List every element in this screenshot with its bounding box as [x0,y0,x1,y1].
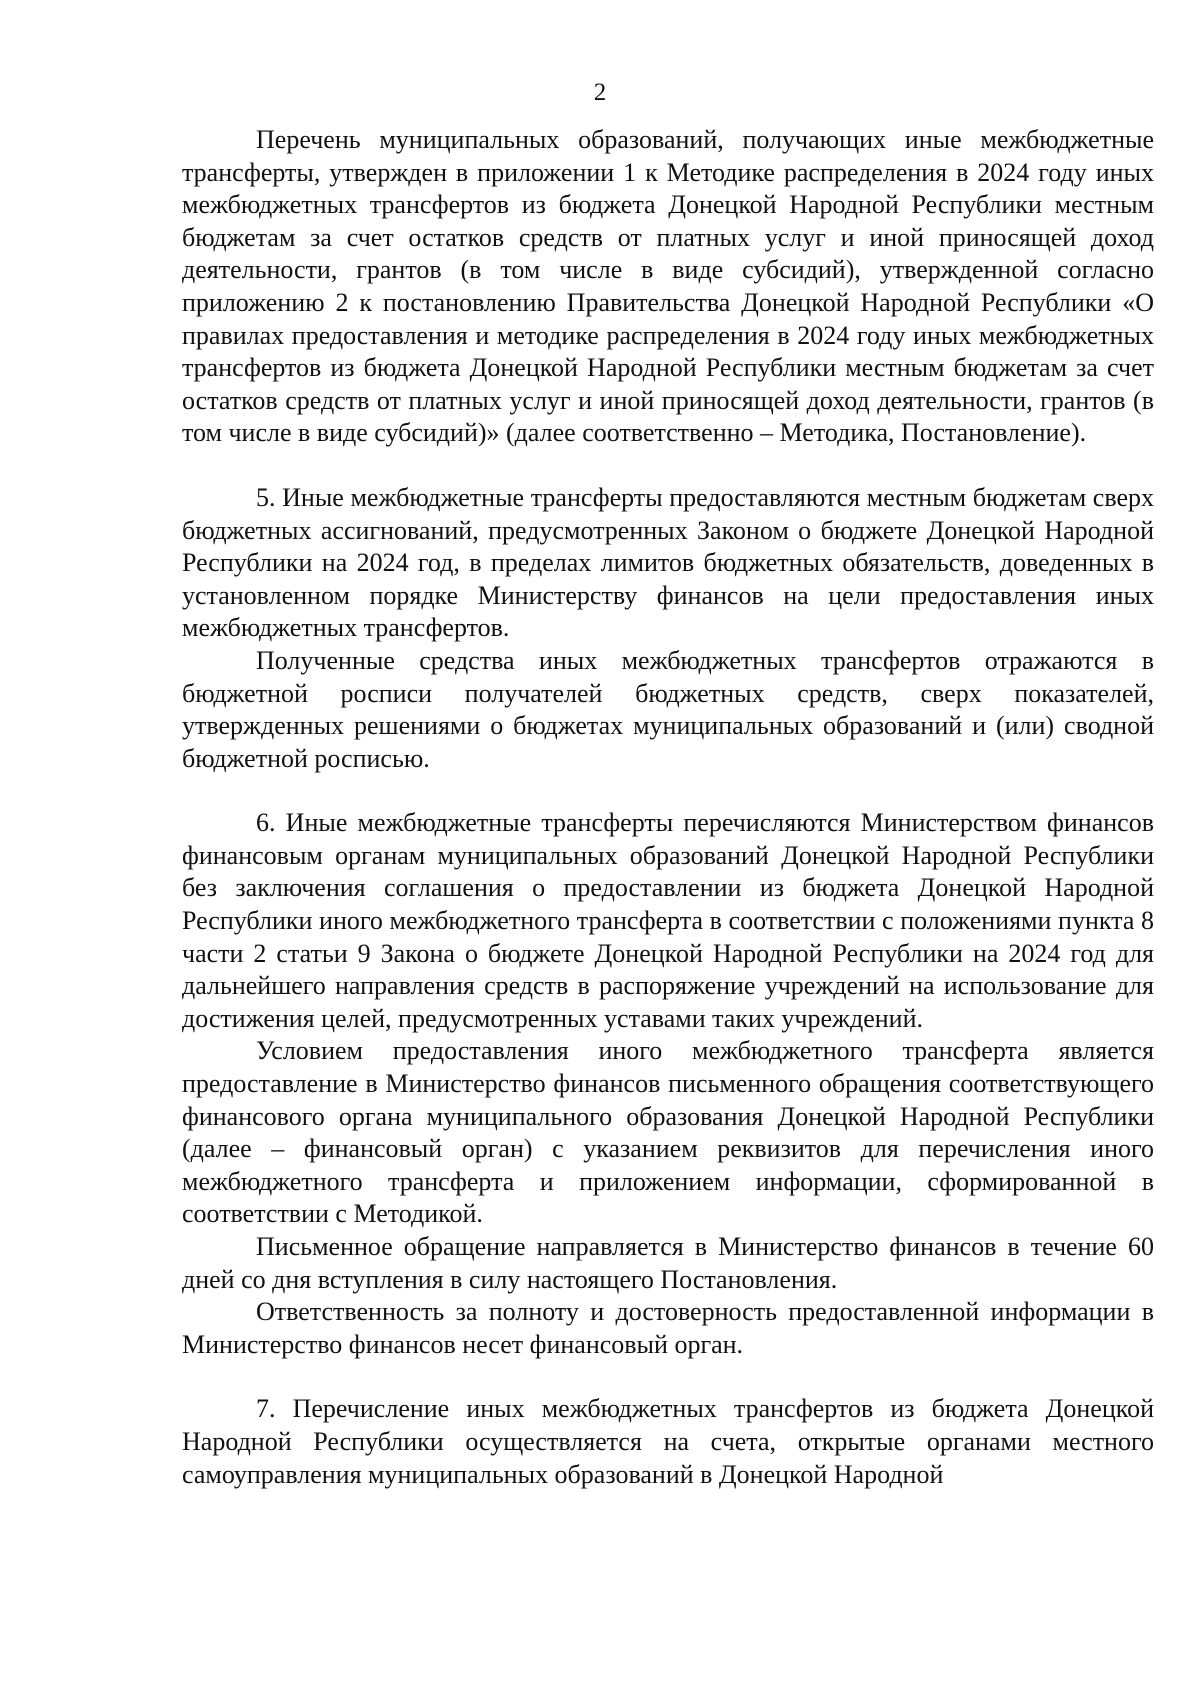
paragraph-item-7: 7. Перечисление иных межбюджетных трансфертов из бюджета Донецкой Народной Республики осуществляется на счета, открытые органами местного самоуправления муниципальных образований в Донецкой Народной [182,1394,1154,1489]
paragraph-item-6-condition: Условием предоставления иного межбюджетного трансферта является предоставление в Министерство финансов письменного обращения соответствующего финансового органа муниципального образования Донецкой Народной Республики (далее – финансовый орган) с указанием реквизитов для перечисления иного межбюджетного трансферта и приложением информации, сформированной в соответствии с Методикой. [182,1036,1154,1229]
paragraph-item-6: 6. Иные межбюджетные трансферты перечисляются Министерством финансов финансовым органам муниципальных образований Донецкой Народной Республики без заключения соглашения о предоставлении из бюджета Донецкой Народной Республики иного межбюджетного трансферта в соответствии с положениями пункта 8 части 2 статьи 9 Закона о бюджете Донецкой Народной Республики на 2024 год для дальнейшего направления средств в распоряжение учреждений на использование для достижения целей, предусмотренных уставами таких учреждений. [182,808,1154,1033]
paragraph-item-5-received-funds: Полученные средства иных межбюджетных трансфертов отражаются в бюджетной росписи получателей бюджетных средств, сверх показателей, утвержденных решениями о бюджетах муниципальных образований и (или) сводной бюджетной росписью. [182,645,1154,773]
page-number: 2 [593,79,607,106]
paragraph-item-5: 5. Иные межбюджетные трансферты предоставляются местным бюджетам сверх бюджетных ассигнований, предусмотренных Законом о бюджете Донецкой Народной Республики на 2024 год, в пределах лимитов бюджетных обязательств, доведенных в установленном порядке Министерству финансов на цели предоставления иных межбюджетных трансфертов. [182,482,1154,643]
paragraph-item-6-responsibility: Ответственность за полноту и достоверность предоставленной информации в Министерство финансов несет финансовый орган. [182,1297,1154,1359]
document-body [182,124,1154,1491]
paragraph-municipalities-list: Перечень муниципальных образований, получающих иные межбюджетные трансферты, утвержден в приложении 1 к Методике распределения в 2024 году иных межбюджетных трансфертов из бюджета Донецкой Народной Республики местным бюджетам за счет остатков средств от платных услуг и иной приносящей доход деятельности, грантов (в том числе в виде субсидий), утвержденной согласно приложению 2 к постановлению Правительства Донецкой Народной Республики «О правилах предоставления и методике распределения в 2024 году иных межбюджетных трансфертов из бюджета Донецкой Народной Республики местным бюджетам за счет остатков средств от платных услуг и иной приносящей доход деятельности, грантов (в том числе в виде субсидий)» (далее соответственно – Методика, Постановление). [182,125,1154,448]
paragraph-item-6-deadline: Письменное обращение направляется в Министерство финансов в течение 60 дней со дня вступления в силу настоящего Постановления. [182,1232,1154,1294]
